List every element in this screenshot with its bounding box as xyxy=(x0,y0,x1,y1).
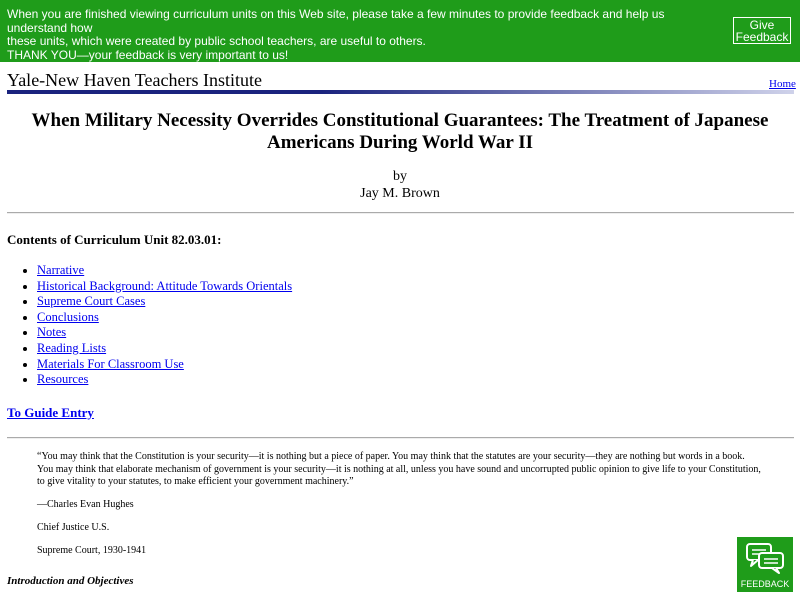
toc-link-narrative[interactable]: Narrative xyxy=(37,263,85,277)
give-feedback-label-2: Feedback xyxy=(735,30,789,44)
section-heading: Introduction and Objectives xyxy=(7,575,134,587)
byline-by: by xyxy=(393,169,407,184)
banner-line-2: these units, which were created by public school teachers, are useful to others. xyxy=(7,34,426,48)
toc-item xyxy=(37,341,292,357)
divider xyxy=(7,212,794,214)
toc-link-historical-background[interactable]: Historical Background: Attitude Towards Orientals xyxy=(37,278,293,293)
toc-item xyxy=(37,294,292,310)
toc-link-conclusions[interactable]: Conclusions xyxy=(37,309,99,324)
contents-heading: Contents of Curriculum Unit 82.03.01: xyxy=(7,232,222,247)
toc-item xyxy=(37,279,292,295)
site-title: Yale-New Haven Teachers Institute xyxy=(7,70,262,90)
epigraph-attribution: —Charles Evan Hughes xyxy=(37,499,134,510)
toc-link-notes[interactable]: Notes xyxy=(37,325,67,340)
document-title xyxy=(20,110,780,154)
guide-entry-link[interactable]: To Guide Entry xyxy=(7,405,94,420)
feedback-widget-label: FEEDBACK xyxy=(740,579,790,589)
speech-bubbles-icon xyxy=(745,542,785,574)
give-feedback-label-1: Give xyxy=(749,18,775,32)
toc-item xyxy=(37,263,292,279)
toc-link-materials[interactable]: Materials For Classroom Use xyxy=(37,356,184,371)
feedback-banner-text xyxy=(7,8,722,62)
divider xyxy=(7,437,794,439)
toc-link-resources[interactable]: Resources xyxy=(37,372,89,387)
document-title-line-2: Americans During World War II xyxy=(266,132,534,153)
author-name: Jay M. Brown xyxy=(360,186,440,201)
epigraph-role: Chief Justice U.S. xyxy=(37,522,110,533)
banner-line-1: When you are finished viewing curriculum units on this Web site, please take a few minutes to provide feedback and help us understand how xyxy=(7,7,665,35)
feedback-banner xyxy=(0,0,800,62)
toc-item xyxy=(37,325,292,341)
banner-line-3: THANK YOU—your feedback is very important to us! xyxy=(7,47,289,62)
epigraph-quote: “You may think that the Constitution is your security—it is nothing but a piece of paper. You may think that the statutes are your security—they are nothing but words in a book. You may think that elaborate mechanism of government is your security—it is nothing at all, unless you have sound and uncorrupted public opinion to give life to your Constitution, to give vitality to your statutes, to make efficient your government machinery.” xyxy=(37,451,761,487)
toc-link-reading-lists[interactable]: Reading Lists xyxy=(37,340,107,355)
epigraph-court: Supreme Court, 1930-1941 xyxy=(37,545,147,556)
toc-item xyxy=(37,372,292,388)
home-link[interactable]: Home xyxy=(769,78,796,90)
feedback-widget-button[interactable] xyxy=(737,537,793,592)
header-gradient-rule xyxy=(7,90,794,94)
toc-link-supreme-court-cases[interactable]: Supreme Court Cases xyxy=(37,294,146,309)
toc-item xyxy=(37,357,292,373)
give-feedback-button[interactable] xyxy=(733,17,791,44)
toc-item xyxy=(37,310,292,326)
document-title-line-1: When Military Necessity Overrides Constitutional Guarantees: The Treatment of Japanese xyxy=(31,110,769,131)
contents-list xyxy=(37,263,292,388)
